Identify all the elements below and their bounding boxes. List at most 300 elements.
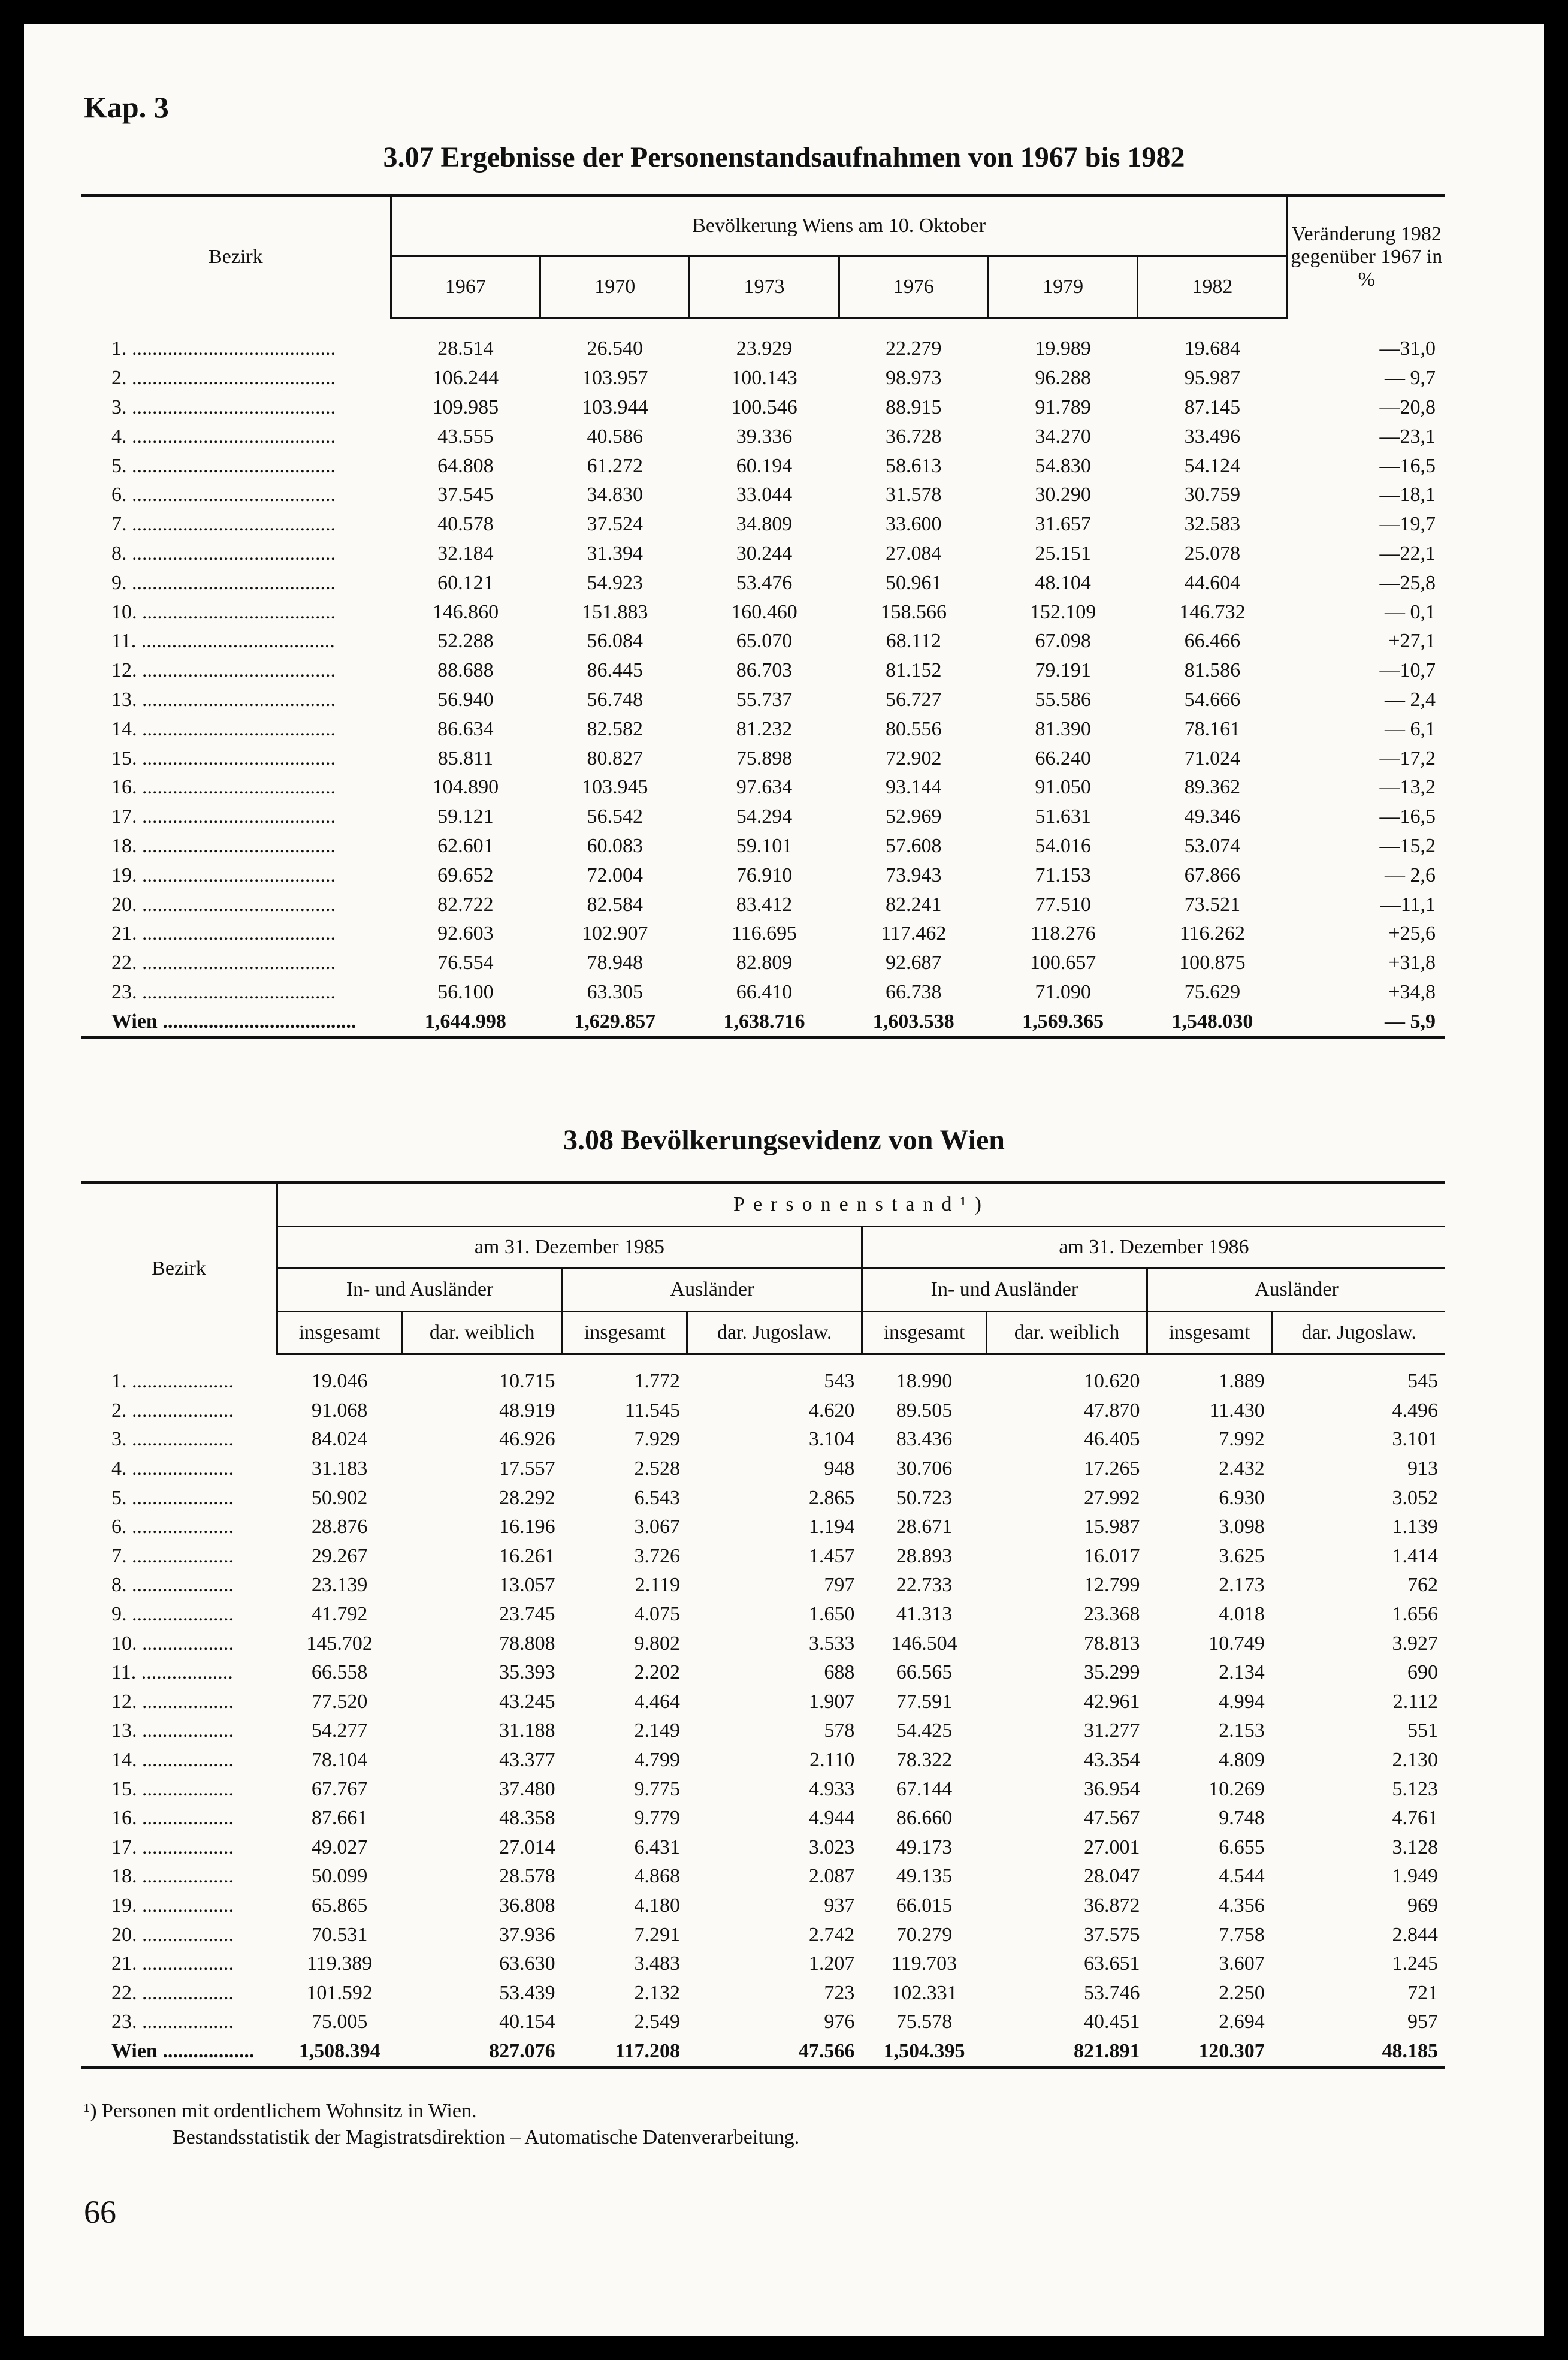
value-cell: 9.748: [1219, 1807, 1265, 1830]
value-cell: 78.808: [499, 1632, 555, 1655]
subheader: dar. weiblich: [987, 1312, 1147, 1354]
table-row: [81, 2037, 1445, 2068]
change-cell: —22,1: [1379, 542, 1436, 565]
value-cell: 797: [824, 1574, 855, 1597]
value-cell: 28.514: [437, 337, 494, 360]
value-cell: 46.926: [499, 1428, 555, 1451]
value-cell: 44.604: [1184, 571, 1241, 594]
value-cell: 80.827: [587, 747, 643, 769]
value-cell: 1.207: [808, 1952, 855, 1975]
value-cell: 690: [1407, 1661, 1438, 1684]
value-cell: 53.746: [1083, 1981, 1140, 2004]
subheader: insgesamt: [277, 1312, 402, 1354]
bezirk-label: 12. ..................: [111, 1690, 234, 1713]
value-cell: 27.001: [1083, 1836, 1140, 1858]
table-row: [81, 393, 1445, 422]
value-cell: 86.445: [587, 659, 643, 682]
value-cell: 4.809: [1219, 1749, 1265, 1771]
value-cell: 2.134: [1219, 1661, 1265, 1684]
value-cell: 145.702: [306, 1632, 373, 1655]
value-cell: 1.457: [808, 1544, 855, 1567]
table-1-body: [81, 318, 1445, 1038]
value-cell: 80.556: [886, 717, 942, 740]
value-cell: 4.075: [634, 1603, 680, 1626]
year-header: 1970: [540, 256, 690, 318]
subheader: insgesamt: [862, 1312, 986, 1354]
value-cell: 102.331: [891, 1981, 957, 2004]
value-cell: 33.496: [1184, 425, 1241, 448]
value-cell: 71.153: [1035, 864, 1091, 886]
value-cell: 821.891: [987, 2037, 1147, 2068]
value-cell: 81.152: [886, 659, 942, 682]
bezirk-label: 21. ......................................: [111, 922, 336, 945]
value-cell: 721: [1407, 1981, 1438, 2004]
value-cell: 1.194: [808, 1516, 855, 1538]
value-cell: 13.057: [499, 1574, 555, 1597]
value-cell: 43.245: [499, 1690, 555, 1713]
group-header: Ausländer: [563, 1268, 862, 1312]
change-cell: —19,7: [1379, 513, 1436, 536]
change-cell: —18,1: [1379, 484, 1436, 506]
value-cell: 2.432: [1219, 1457, 1265, 1480]
value-cell: 54.294: [736, 805, 793, 828]
bezirk-label: Wien ..................: [81, 2037, 277, 2068]
value-cell: 957: [1407, 2011, 1438, 2033]
value-cell: 1,629.857: [540, 1007, 690, 1037]
table-2-title: 3.08 Bevölkerungsevidenz von Wien: [563, 1124, 1005, 1156]
bezirk-label: 6. ....................: [111, 1516, 234, 1538]
change-cell: —23,1: [1379, 425, 1436, 448]
table-row: [81, 1629, 1445, 1658]
value-cell: 5.123: [1392, 1777, 1438, 1800]
value-cell: 30.706: [896, 1457, 953, 1480]
value-cell: 152.109: [1029, 600, 1096, 623]
value-cell: 969: [1407, 1894, 1438, 1917]
table-row: [81, 1513, 1445, 1542]
value-cell: 87.661: [311, 1807, 368, 1830]
table-row: [81, 597, 1445, 627]
value-cell: 543: [824, 1370, 855, 1393]
year-header: 1982: [1138, 256, 1287, 318]
value-cell: 65.070: [736, 630, 793, 653]
table-row: [81, 802, 1445, 832]
value-cell: 40.578: [437, 513, 494, 536]
subheader: insgesamt: [563, 1312, 687, 1354]
bezirk-label: 5. ....................: [111, 1486, 234, 1509]
table-row: [81, 832, 1445, 861]
bezirk-label: 1. ........................................: [111, 337, 336, 360]
subheader: insgesamt: [1147, 1312, 1271, 1354]
table-row: [81, 1600, 1445, 1629]
value-cell: 1.907: [808, 1690, 855, 1713]
value-cell: 46.405: [1083, 1428, 1140, 1451]
value-cell: 58.613: [886, 454, 942, 477]
table-row: [81, 1425, 1445, 1454]
value-cell: 92.603: [437, 922, 494, 945]
value-cell: 22.279: [886, 337, 942, 360]
page-number: 66: [84, 2194, 116, 2230]
value-cell: 78.813: [1083, 1632, 1140, 1655]
value-cell: 87.145: [1184, 396, 1241, 418]
table-1-title: 3.07 Ergebnisse der Personenstandsaufnahmen von 1967 bis 1982: [383, 141, 1185, 173]
change-cell: —20,8: [1379, 396, 1436, 418]
value-cell: 6.431: [634, 1836, 680, 1858]
value-cell: 7.291: [634, 1923, 680, 1946]
value-cell: 28.876: [311, 1516, 368, 1538]
table-row: [81, 1542, 1445, 1571]
change-cell: —11,1: [1380, 893, 1436, 916]
value-cell: 31.394: [587, 542, 643, 565]
value-cell: 41.313: [896, 1603, 953, 1626]
bezirk-label: 12. ......................................: [111, 659, 336, 682]
value-cell: 2.250: [1219, 1981, 1265, 2004]
value-cell: 82.582: [587, 717, 643, 740]
value-cell: 19.684: [1184, 337, 1241, 360]
value-cell: 4.933: [808, 1777, 855, 1800]
value-cell: 62.601: [437, 834, 494, 857]
table-row: [81, 656, 1445, 686]
value-cell: 7.758: [1219, 1923, 1265, 1946]
change-cell: — 2,6: [1385, 864, 1436, 886]
subheader: dar. Jugoslaw.: [687, 1312, 862, 1354]
table-row: [81, 1833, 1445, 1863]
value-cell: 2.173: [1219, 1574, 1265, 1597]
change-cell: — 2,4: [1385, 688, 1436, 711]
value-cell: 55.586: [1035, 688, 1091, 711]
value-cell: 34.270: [1035, 425, 1091, 448]
table-row: [81, 568, 1445, 597]
value-cell: 3.104: [808, 1428, 855, 1451]
value-cell: 53.439: [499, 1981, 555, 2004]
value-cell: 50.723: [896, 1486, 953, 1509]
personenstand-header: Personenstand¹): [277, 1182, 1446, 1227]
value-cell: 9.802: [634, 1632, 680, 1655]
change-cell: — 9,7: [1385, 367, 1436, 390]
table-row: [81, 978, 1445, 1007]
value-cell: 60.083: [587, 834, 643, 857]
value-cell: 71.090: [1035, 980, 1091, 1003]
bezirk-label: 17. ..................: [111, 1836, 234, 1858]
bezirk-label: 6. ........................................: [111, 484, 336, 506]
value-cell: 19.046: [311, 1370, 368, 1393]
value-cell: 119.389: [307, 1952, 373, 1975]
value-cell: 3.067: [634, 1516, 680, 1538]
table-row: [81, 1454, 1445, 1484]
year-header: 1976: [839, 256, 988, 318]
table-row: [81, 1804, 1445, 1833]
value-cell: 2.119: [635, 1574, 680, 1597]
value-cell: 3.023: [808, 1836, 855, 1858]
value-cell: 1.414: [1392, 1544, 1438, 1567]
value-cell: 78.948: [587, 952, 643, 974]
bezirk-label: 20. ..................: [111, 1923, 234, 1946]
value-cell: 6.543: [634, 1486, 680, 1509]
value-cell: 48.104: [1035, 571, 1091, 594]
bezirk-label: 19. ......................................: [111, 864, 336, 886]
table-row: [81, 318, 1445, 364]
value-cell: 1.889: [1219, 1370, 1265, 1393]
bezirk-label: 16. ......................................: [111, 776, 336, 799]
bezirk-label: 4. ....................: [111, 1457, 234, 1480]
bezirk-label: 5. ........................................: [111, 454, 336, 477]
value-cell: 9.779: [634, 1807, 680, 1830]
value-cell: 17.557: [499, 1457, 555, 1480]
value-cell: 23.929: [736, 337, 793, 360]
value-cell: 2.087: [808, 1865, 855, 1888]
value-cell: 32.583: [1184, 513, 1241, 536]
bezirk-label: 21. ..................: [111, 1952, 234, 1975]
value-cell: 49.173: [896, 1836, 953, 1858]
value-cell: 26.540: [587, 337, 643, 360]
value-cell: 64.808: [437, 454, 494, 477]
change-cell: —16,5: [1379, 805, 1436, 828]
value-cell: 73.943: [886, 864, 942, 886]
value-cell: 28.578: [499, 1865, 555, 1888]
value-cell: 100.546: [731, 396, 797, 418]
value-cell: 4.868: [634, 1865, 680, 1888]
value-cell: 2.132: [634, 1981, 680, 2004]
value-cell: 100.657: [1029, 952, 1096, 974]
value-cell: 54.016: [1035, 834, 1091, 857]
value-cell: 23.745: [499, 1603, 555, 1626]
value-cell: 57.608: [886, 834, 942, 857]
value-cell: 1.245: [1392, 1952, 1438, 1975]
value-cell: 56.100: [437, 980, 494, 1003]
value-cell: 35.299: [1083, 1661, 1140, 1684]
value-cell: 4.799: [634, 1749, 680, 1771]
value-cell: 85.811: [437, 747, 494, 769]
value-cell: 19.989: [1035, 337, 1091, 360]
change-cell: +27,1: [1388, 630, 1436, 653]
value-cell: 47.870: [1083, 1399, 1140, 1422]
value-cell: 1.139: [1392, 1516, 1438, 1538]
bezirk-label: 15. ......................................: [111, 747, 336, 769]
value-cell: 146.860: [432, 600, 499, 623]
value-cell: 71.024: [1184, 747, 1241, 769]
value-cell: 1,548.030: [1138, 1007, 1287, 1037]
value-cell: 91.789: [1035, 396, 1091, 418]
value-cell: 3.128: [1392, 1836, 1438, 1858]
value-cell: 40.586: [587, 425, 643, 448]
value-cell: 1,504.395: [862, 2037, 986, 2068]
value-cell: 37.936: [499, 1923, 555, 1946]
value-cell: 103.944: [581, 396, 648, 418]
value-cell: 37.524: [587, 513, 643, 536]
change-cell: —13,2: [1379, 776, 1436, 799]
value-cell: 15.987: [1083, 1516, 1140, 1538]
value-cell: 76.910: [736, 864, 793, 886]
value-cell: 1,644.998: [391, 1007, 540, 1037]
value-cell: 6.655: [1219, 1836, 1265, 1858]
value-cell: 33.044: [736, 484, 793, 506]
value-cell: 117.462: [881, 922, 947, 945]
table-row: [81, 1949, 1445, 1979]
table-row: [81, 1688, 1445, 1717]
group-header: Ausländer: [1147, 1268, 1445, 1312]
value-cell: 100.875: [1179, 952, 1246, 974]
change-cell: +31,8: [1388, 952, 1436, 974]
bezirk-label: 3. ....................: [111, 1428, 234, 1451]
value-cell: 36.808: [499, 1894, 555, 1917]
value-cell: 545: [1407, 1370, 1438, 1393]
table-2-body: [81, 1354, 1445, 2068]
value-cell: 29.267: [311, 1544, 368, 1567]
table-row: [81, 1891, 1445, 1921]
value-cell: 70.279: [896, 1923, 953, 1946]
value-cell: 18.990: [896, 1370, 953, 1393]
value-cell: 75.898: [736, 747, 793, 769]
table-row: [81, 1978, 1445, 2008]
value-cell: 54.124: [1184, 454, 1241, 477]
value-cell: 102.907: [581, 922, 648, 945]
value-cell: 56.748: [587, 688, 643, 711]
value-cell: 43.377: [499, 1749, 555, 1771]
year-header: 1973: [690, 256, 839, 318]
table-row: [81, 1774, 1445, 1804]
value-cell: 54.830: [1035, 454, 1091, 477]
value-cell: 118.276: [1030, 922, 1096, 945]
value-cell: 47.566: [687, 2037, 862, 2068]
value-cell: 48.358: [499, 1807, 555, 1830]
value-cell: 4.994: [1219, 1690, 1265, 1713]
value-cell: 54.425: [896, 1719, 953, 1742]
value-cell: 37.480: [499, 1777, 555, 1800]
change-cell: —16,5: [1379, 454, 1436, 477]
value-cell: 116.695: [731, 922, 797, 945]
value-cell: 10.749: [1209, 1632, 1265, 1655]
value-cell: 31.578: [886, 484, 942, 506]
table-row: [81, 364, 1445, 393]
table-row: [81, 510, 1445, 539]
table-row: [81, 451, 1445, 481]
value-cell: 4.496: [1392, 1399, 1438, 1422]
value-cell: 34.830: [587, 484, 643, 506]
value-cell: 82.584: [587, 893, 643, 916]
value-cell: 81.232: [736, 717, 793, 740]
value-cell: 7.992: [1219, 1428, 1265, 1451]
value-cell: 50.099: [311, 1865, 368, 1888]
value-cell: 35.393: [499, 1661, 555, 1684]
group-header: In- und Ausländer: [277, 1268, 563, 1312]
value-cell: 27.084: [886, 542, 942, 565]
bezirk-label: 23. ..................: [111, 2011, 234, 2033]
value-cell: 3.625: [1219, 1544, 1265, 1567]
value-cell: 3.052: [1392, 1486, 1438, 1509]
bezirk-label: 7. ........................................: [111, 513, 336, 536]
value-cell: 75.005: [311, 2011, 368, 2033]
value-cell: 151.883: [581, 600, 648, 623]
value-cell: 56.940: [437, 688, 494, 711]
value-cell: 948: [824, 1457, 855, 1480]
group-header: In- und Ausländer: [862, 1268, 1147, 1312]
table-row: [81, 2008, 1445, 2037]
value-cell: 551: [1407, 1719, 1438, 1742]
bezirk-label: 18. ..................: [111, 1865, 234, 1888]
value-cell: 91.068: [311, 1399, 368, 1422]
value-cell: 31.657: [1035, 513, 1091, 536]
value-cell: 66.558: [311, 1661, 368, 1684]
value-cell: 101.592: [306, 1981, 373, 2004]
value-cell: 3.927: [1392, 1632, 1438, 1655]
value-cell: 2.549: [634, 2011, 680, 2033]
value-cell: 49.135: [896, 1865, 953, 1888]
change-cell: —10,7: [1379, 659, 1436, 682]
value-cell: 937: [824, 1894, 855, 1917]
change-cell: —25,8: [1379, 571, 1436, 594]
population-group-header: Bevölkerung Wiens am 10. Oktober: [391, 195, 1287, 256]
value-cell: 83.412: [736, 893, 793, 916]
table-row: [81, 919, 1445, 949]
bezirk-label: 1. ....................: [111, 1369, 234, 1392]
value-cell: 56.727: [886, 688, 942, 711]
value-cell: 89.505: [896, 1399, 953, 1422]
value-cell: 88.915: [886, 396, 942, 418]
change-cell: —17,2: [1379, 747, 1436, 769]
value-cell: 1,603.538: [839, 1007, 988, 1037]
value-cell: 86.634: [437, 717, 494, 740]
value-cell: 3.483: [634, 1952, 680, 1975]
value-cell: 67.767: [311, 1777, 368, 1800]
value-cell: 95.987: [1184, 367, 1241, 390]
value-cell: 3.098: [1219, 1516, 1265, 1538]
value-cell: 73.521: [1184, 893, 1241, 916]
value-cell: 81.390: [1035, 717, 1091, 740]
value-cell: 79.191: [1035, 659, 1091, 682]
value-cell: 100.143: [731, 367, 797, 390]
change-cell: — 5,9: [1287, 1007, 1445, 1037]
value-cell: 78.161: [1184, 717, 1241, 740]
value-cell: 30.290: [1035, 484, 1091, 506]
value-cell: 4.464: [634, 1690, 680, 1713]
value-cell: 65.865: [311, 1894, 368, 1917]
value-cell: 34.809: [736, 513, 793, 536]
table-row: [81, 1354, 1445, 1396]
value-cell: 12.799: [1083, 1574, 1140, 1597]
value-cell: 37.575: [1083, 1923, 1140, 1946]
value-cell: 54.277: [311, 1719, 368, 1742]
value-cell: 33.600: [886, 513, 942, 536]
table-row: [81, 1571, 1445, 1600]
value-cell: 91.050: [1035, 776, 1091, 799]
value-cell: 66.240: [1035, 747, 1091, 769]
value-cell: 59.121: [437, 805, 494, 828]
bezirk-label: 8. ....................: [111, 1574, 234, 1597]
value-cell: 32.184: [437, 542, 494, 565]
value-cell: 4.544: [1219, 1865, 1265, 1888]
bezirk-label: 16. ..................: [111, 1807, 234, 1830]
value-cell: 827.076: [402, 2037, 563, 2068]
value-cell: 54.666: [1184, 688, 1241, 711]
subheader: dar. weiblich: [402, 1312, 563, 1354]
value-cell: 3.101: [1392, 1428, 1438, 1451]
value-cell: 146.504: [891, 1632, 957, 1655]
table-row: [81, 481, 1445, 510]
value-cell: 36.954: [1083, 1777, 1140, 1800]
bezirk-label: 20. ......................................: [111, 893, 336, 916]
value-cell: 36.728: [886, 425, 942, 448]
bezirk-label: 3. ........................................: [111, 396, 336, 418]
year-header: 1967: [391, 256, 540, 318]
value-cell: 49.027: [311, 1836, 368, 1858]
value-cell: 42.961: [1083, 1690, 1140, 1713]
value-cell: 39.336: [736, 425, 793, 448]
bezirk-label: 10. ..................: [111, 1632, 234, 1655]
value-cell: 27.014: [499, 1836, 555, 1858]
value-cell: 70.531: [311, 1923, 368, 1946]
table-row: [81, 1658, 1445, 1688]
value-cell: 61.272: [587, 454, 643, 477]
value-cell: 1,638.716: [690, 1007, 839, 1037]
